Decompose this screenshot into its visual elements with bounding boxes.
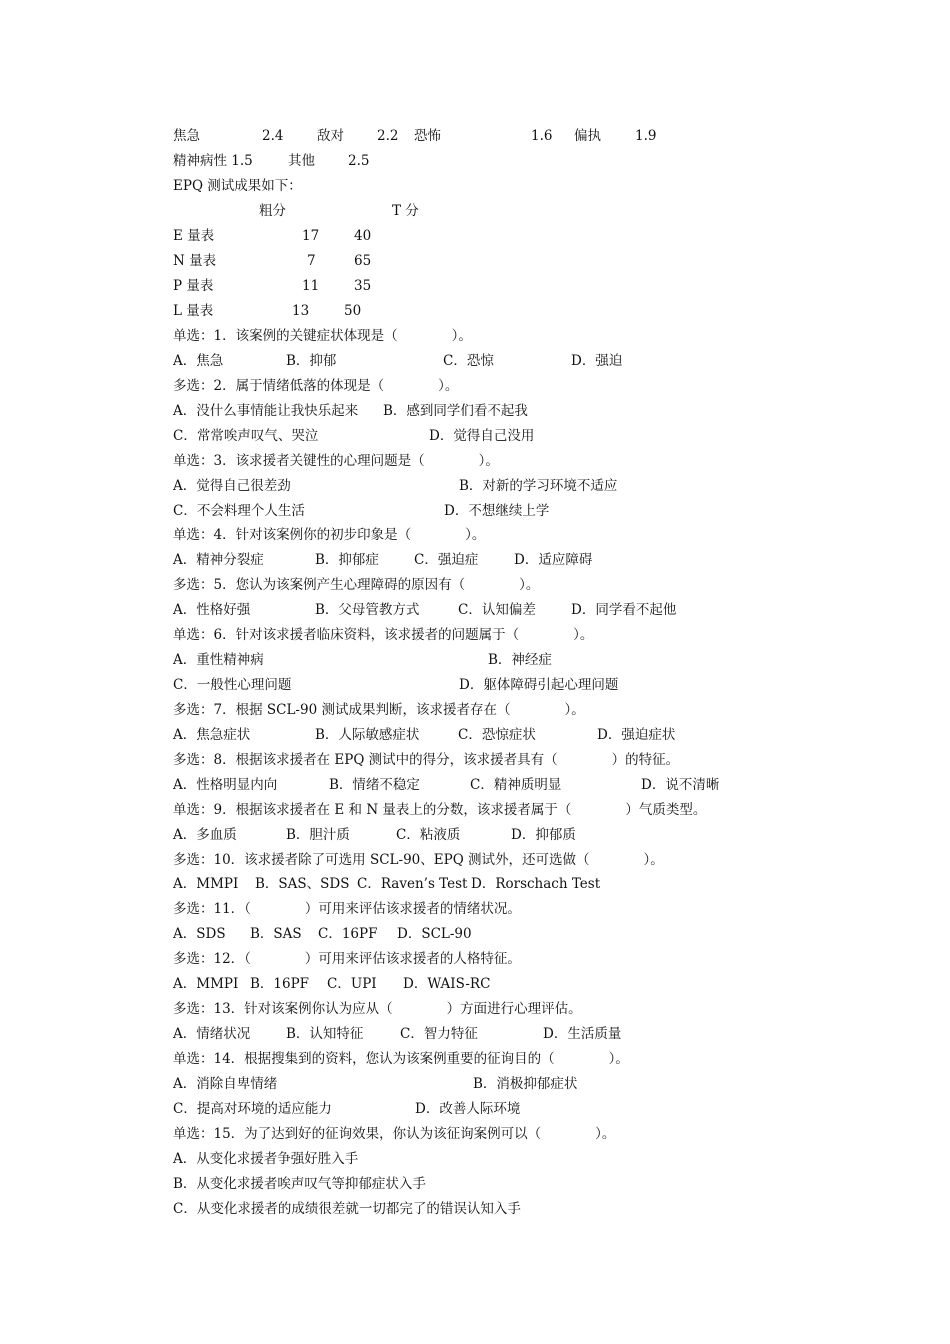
answer-option: A．MMPI	[173, 976, 239, 992]
answer-option: D．WAIS-RC	[403, 976, 491, 992]
answer-option: D．说不清晰	[641, 777, 720, 793]
answer-option: A．多血质	[173, 827, 237, 843]
scl-score: 2.5	[348, 153, 370, 169]
answer-option: D．适应障碍	[514, 552, 593, 568]
epq-t: 35	[354, 278, 372, 294]
answer-option: B．从变化求援者唉声叹气等抑郁症状入手	[173, 1176, 426, 1192]
answer-option: C．从变化求援者的成绩很差就一切都完了的错误认知入手	[173, 1201, 521, 1217]
scl-factor: 焦急	[173, 128, 200, 144]
answer-option: B．父母管教方式	[315, 602, 420, 618]
scl-score: 1.6	[531, 128, 553, 144]
answer-option: C．粘液质	[396, 827, 461, 843]
epq-raw: 11	[302, 278, 320, 294]
answer-option: B．认知特征	[286, 1026, 364, 1042]
question-stem: 单选：1．该案例的关键症状体现是（ ）。	[173, 328, 472, 344]
answer-option: D．强迫	[571, 353, 623, 369]
answer-option: D．生活质量	[543, 1026, 622, 1042]
epq-intro: EPQ 测试成果如下：	[173, 178, 302, 194]
answer-option: C．认知偏差	[458, 602, 536, 618]
answer-option: C．提高对环境的适应能力	[173, 1101, 332, 1117]
epq-header-t: T 分	[392, 203, 419, 219]
question-stem: 多选：8．根据该求援者在 EPQ 测试中的得分，该求援者具有（ ）的特征。	[173, 752, 680, 768]
answer-option: B．人际敏感症状	[315, 727, 420, 743]
answer-option: C．精神质明显	[470, 777, 562, 793]
answer-option: B．胆汁质	[286, 827, 350, 843]
question-stem: 多选：5．您认为该案例产生心理障碍的原因有（ ）。	[173, 577, 540, 593]
question-stem: 多选：13．针对该案例你认为应从（ ）方面进行心理评估。	[173, 1001, 582, 1017]
answer-option: D．改善人际环境	[415, 1101, 521, 1117]
answer-option: A．觉得自己很差劲	[173, 478, 291, 494]
answer-option: A．从变化求援者争强好胜入手	[173, 1151, 359, 1167]
answer-option: D．强迫症状	[597, 727, 676, 743]
answer-option: A．没什么事情能让我快乐起来	[173, 403, 359, 419]
scl-factor: 其他	[288, 153, 315, 169]
question-stem: 单选：3．该求援者关键性的心理问题是（ ）。	[173, 453, 499, 469]
epq-raw: 17	[302, 228, 320, 244]
answer-option: C．Raven’s Test	[357, 876, 468, 892]
scl-score: 2.4	[262, 128, 284, 144]
answer-option: C．恐惊症状	[458, 727, 536, 743]
question-stem: 单选：15．为了达到好的征询效果，你认为该征询案例可以（ ）。	[173, 1126, 616, 1142]
answer-option: A．SDS	[173, 926, 226, 942]
answer-option: B．神经症	[488, 652, 552, 668]
answer-option: D．Rorschach Test	[471, 876, 601, 892]
answer-option: D．抑郁质	[511, 827, 576, 843]
question-stem: 单选：9．根据该求援者在 E 和 N 量表上的分数，该求援者属于（ ）气质类型。	[173, 802, 707, 818]
question-stem: 多选：7．根据 SCL-90 测试成果判断，该求援者存在（ ）。	[173, 702, 585, 718]
epq-t: 65	[354, 253, 372, 269]
answer-option: A．性格明显内向	[173, 777, 278, 793]
scl-factor: 恐怖	[414, 128, 441, 144]
answer-option: A．MMPI	[173, 876, 239, 892]
question-stem: 单选：6．针对该求援者临床资料，该求援者的问题属于（ ）。	[173, 627, 594, 643]
answer-option: D．不想继续上学	[444, 503, 550, 519]
answer-option: B．消极抑郁症状	[473, 1076, 578, 1092]
question-stem: 单选：4．针对该案例你的初步印象是（ ）。	[173, 527, 486, 543]
question-stem: 多选：12．（ ）可用来评估该求援者的人格特征。	[173, 951, 521, 967]
answer-option: D．躯体障碍引起心理问题	[459, 677, 619, 693]
answer-option: A．焦急症状	[173, 727, 251, 743]
answer-option: D．同学看不起他	[571, 602, 677, 618]
answer-option: B．SAS	[250, 926, 302, 942]
answer-option: A．消除自卑情绪	[173, 1076, 278, 1092]
question-stem: 单选：14．根据搜集到的资料，您认为该案例重要的征询目的（ ）。	[173, 1051, 629, 1067]
question-stem: 多选：10．该求援者除了可选用 SCL-90、EPQ 测试外，还可选做（ ）。	[173, 852, 664, 868]
scl-factor: 精神病性 1.5	[173, 153, 253, 169]
answer-option: C．强迫症	[414, 552, 479, 568]
epq-t: 50	[344, 303, 362, 319]
answer-option: C．一般性心理问题	[173, 677, 292, 693]
epq-scale: N 量表	[173, 253, 217, 269]
answer-option: B．对新的学习环境不适应	[459, 478, 618, 494]
epq-scale: L 量表	[173, 303, 214, 319]
scl-factor: 偏执	[574, 128, 601, 144]
answer-option: A．焦急	[173, 353, 224, 369]
answer-option: C．常常唉声叹气、哭泣	[173, 428, 319, 444]
answer-option: C．UPI	[327, 976, 377, 992]
answer-option: B．情绪不稳定	[329, 777, 420, 793]
question-stem: 多选：11．（ ）可用来评估该求援者的情绪状况。	[173, 901, 521, 917]
answer-option: B．抑郁症	[315, 552, 379, 568]
scl-factor: 敌对	[317, 128, 344, 144]
epq-raw: 13	[292, 303, 310, 319]
answer-option: C．恐惊	[443, 353, 494, 369]
epq-raw: 7	[307, 253, 316, 269]
epq-scale: E 量表	[173, 228, 215, 244]
answer-option: C．智力特征	[400, 1026, 478, 1042]
answer-option: B．抑郁	[286, 353, 337, 369]
answer-option: A．性格好强	[173, 602, 251, 618]
answer-option: A．重性精神病	[173, 652, 264, 668]
answer-option: A．精神分裂症	[173, 552, 264, 568]
answer-option: C．16PF	[318, 926, 378, 942]
epq-scale: P 量表	[173, 278, 214, 294]
answer-option: B．SAS、SDS	[255, 876, 350, 892]
answer-option: D．SCL-90	[397, 926, 472, 942]
answer-option: A．情绪状况	[173, 1026, 251, 1042]
epq-header-raw: 粗分	[259, 203, 286, 219]
question-stem: 多选：2．属于情绪低落的体现是（ ）。	[173, 378, 459, 394]
answer-option: B．16PF	[250, 976, 310, 992]
answer-option: B．感到同学们看不起我	[383, 403, 528, 419]
scl-score: 1.9	[635, 128, 657, 144]
answer-option: D．觉得自己没用	[429, 428, 535, 444]
epq-t: 40	[354, 228, 372, 244]
answer-option: C．不会料理个人生活	[173, 503, 305, 519]
scl-score: 2.2	[377, 128, 399, 144]
